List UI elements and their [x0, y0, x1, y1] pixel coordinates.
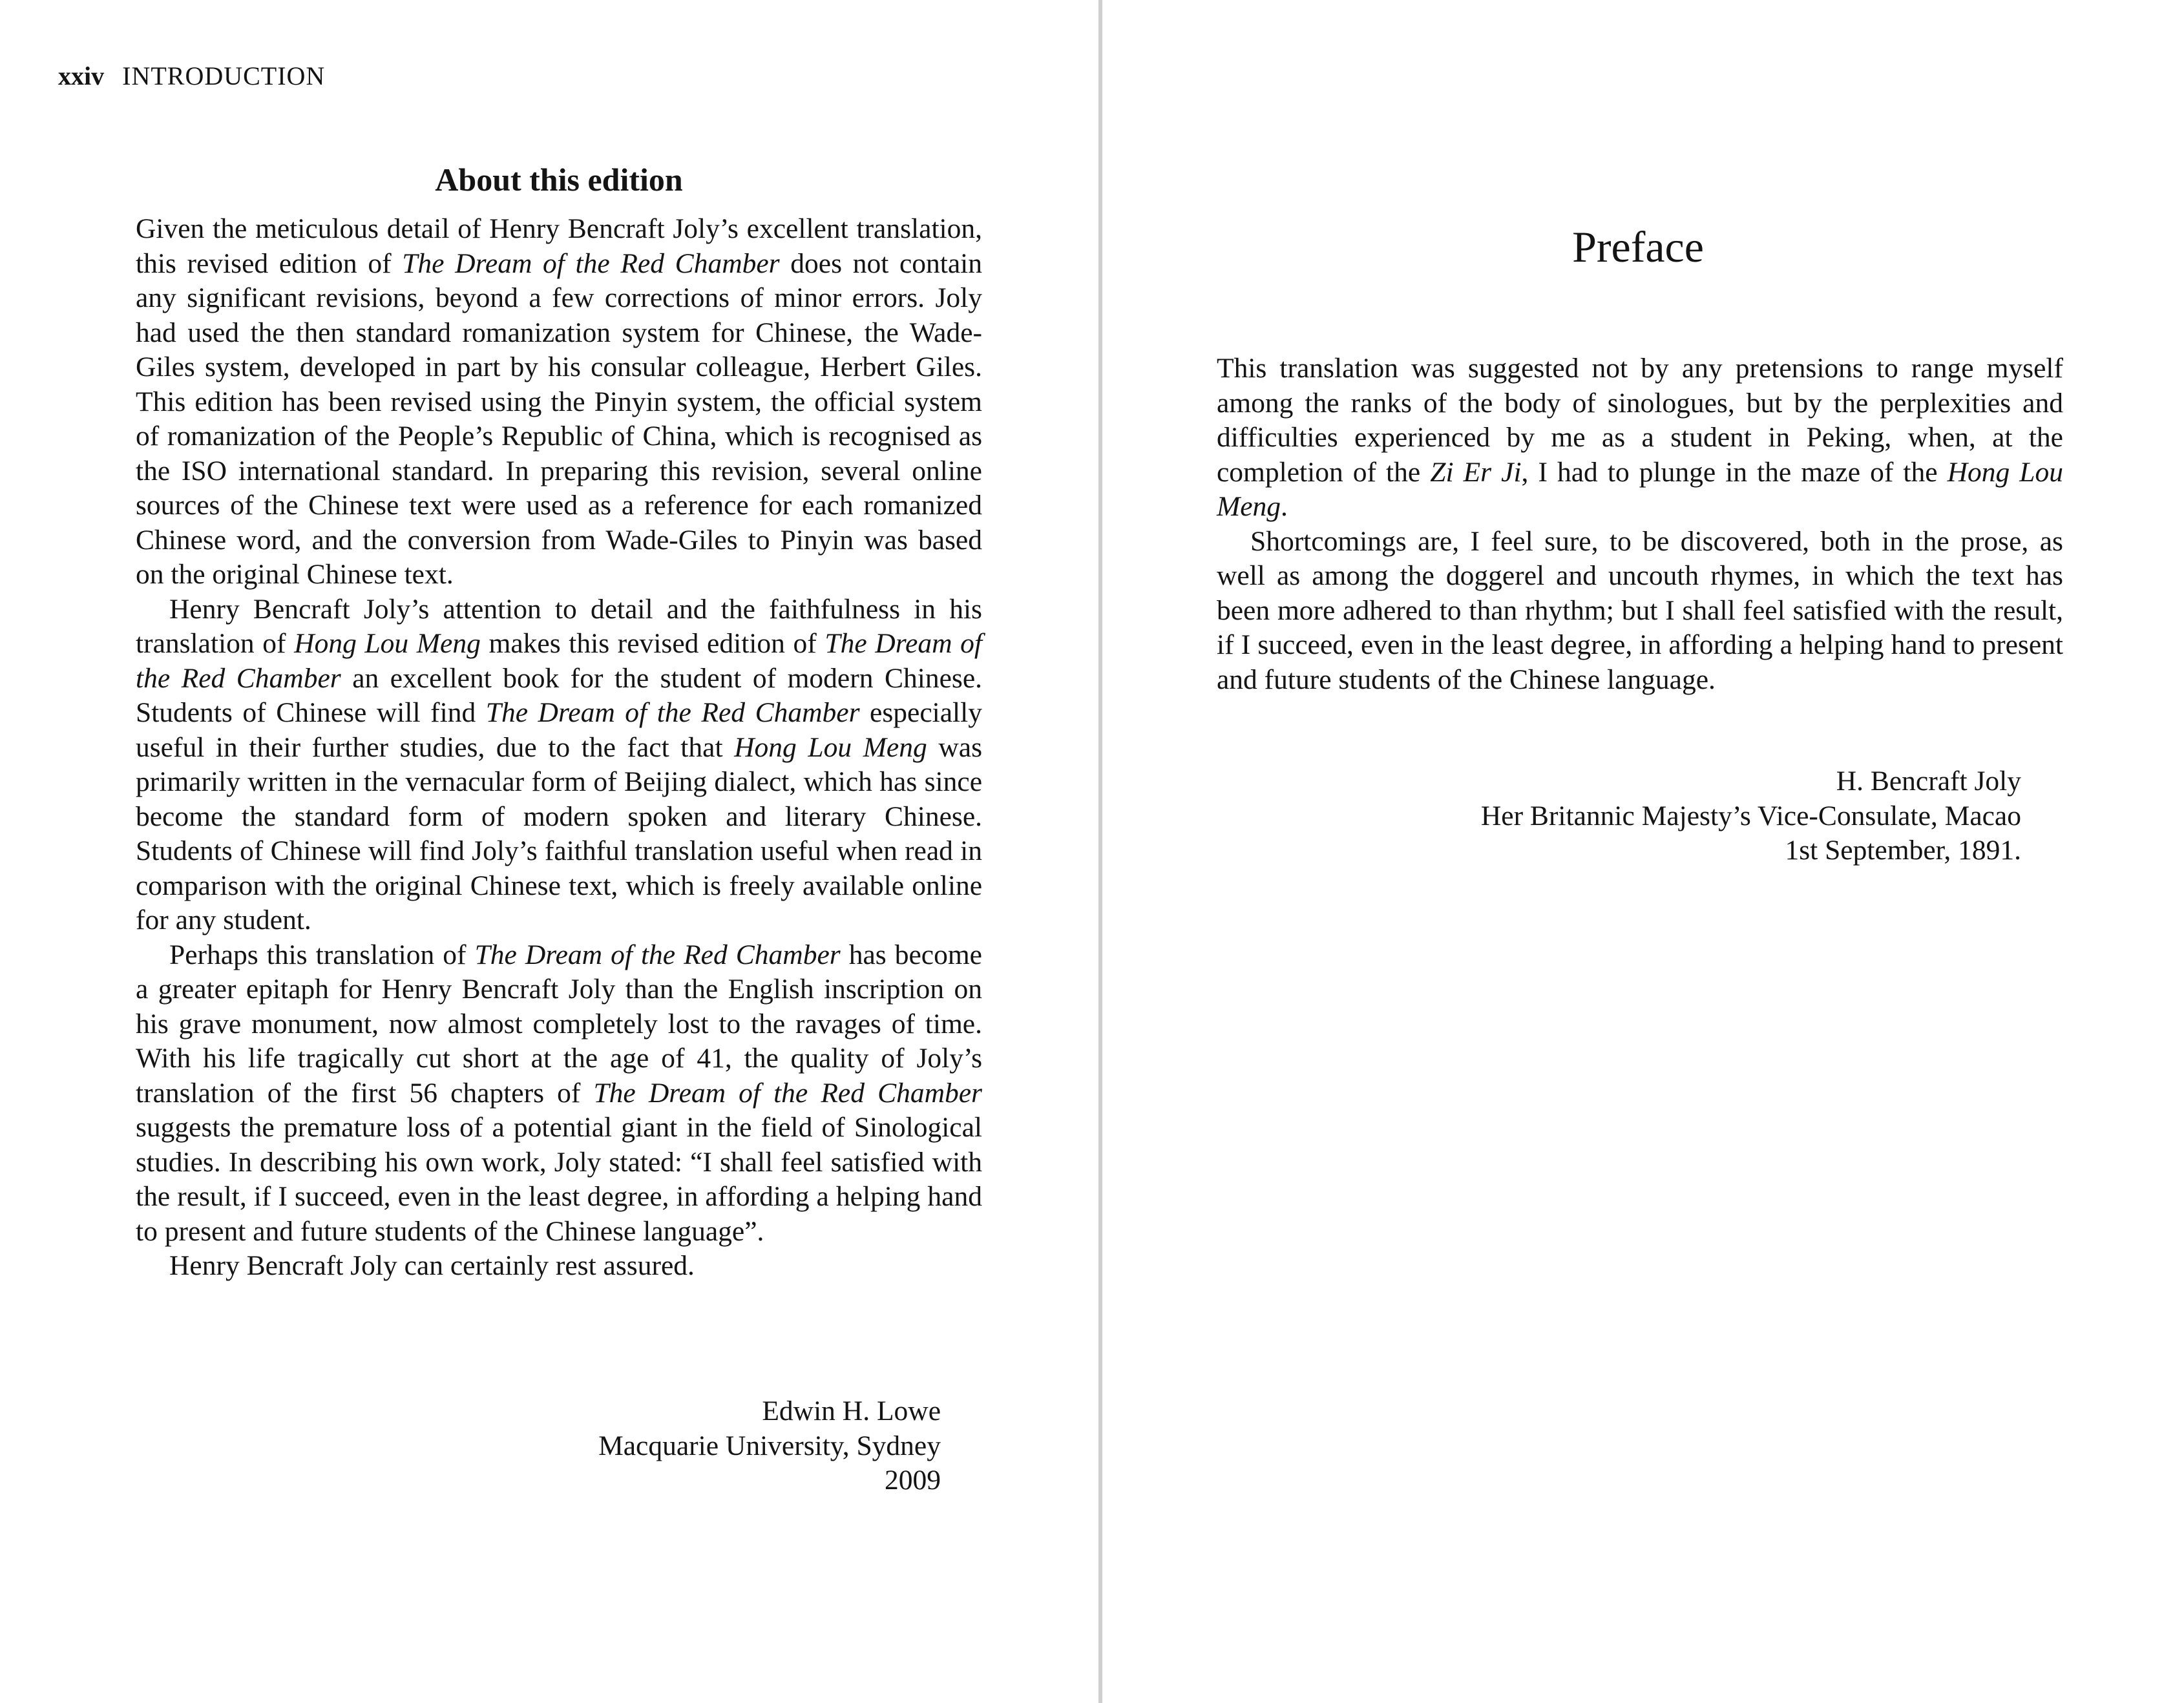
paragraph: This translation was suggested not by any pretensions to range myself among the ranks of the body of sinologues, but by the perplexities and difficulties experienced by me as a student in Peking, when, at the completion of the Zi Er Ji, I had to plunge in the maze of the Hong Lou Meng.: [1217, 353, 2064, 522]
translator-signature: [1357, 764, 2021, 868]
italic-title: The Dream of the Red Chamber: [593, 1077, 982, 1109]
italic-title: The Dream of the Red Chamber: [136, 628, 982, 694]
italic-title: The Dream of the Red Chamber: [474, 939, 841, 970]
book-spine-divider: [1098, 0, 1102, 1703]
italic-title: Hong Lou Meng: [1217, 456, 2064, 522]
italic-title: The Dream of the Red Chamber: [402, 247, 780, 279]
signature-affiliation: Macquarie University, Sydney: [598, 1430, 941, 1461]
paragraph: Perhaps this translation of The Dream of the Red Chamber has become a greater epitaph for Henry Bencraft Joly than the English inscription on his grave monument, now almost completely lost to the ravages of time. With his life tragically cut short at the age of 41, the quality of Joly’s translation of the first 56 chapters of The Dream of the Red Chamber suggests the premature loss of a potential giant in the field of Sinological studies. In describing his own work, Joly stated: “I shall feel satisfied with the result, if I succeed, even in the least degree, in affording a helping hand to present and future students of the Chinese language”.: [136, 939, 982, 1247]
section-heading: About this edition: [435, 162, 683, 198]
preface-title: Preface: [1572, 222, 1704, 271]
signature-name: Edwin H. Lowe: [762, 1395, 941, 1426]
signature-year: 2009: [885, 1465, 941, 1496]
editor-signature: [388, 1394, 941, 1498]
paragraph: Henry Bencraft Joly can certainly rest assured.: [169, 1250, 695, 1281]
paragraph: Henry Bencraft Joly’s attention to detail and the faithfulness in his translation of Hong Lou Meng makes this revised edition of The Dream of the Red Chamber an excellent book for the student of modern Chinese. Students of Chinese will find The Dream of the Red Chamber especially useful in their further studies, due to the fact that Hong Lou Meng was primarily written in the vernacular form of Beijing dialect, which has since become the standard form of modern spoken and literary Chinese. Students of Chinese will find Joly’s faithful translation useful when read in comparison with the original Chinese text, which is freely available online for any student.: [136, 593, 983, 935]
signature-office: Her Britannic Majesty’s Vice-Consulate, Macao: [1480, 800, 2021, 831]
signature-date: 1st September, 1891.: [1785, 835, 2021, 866]
page-number: xxiv: [58, 61, 105, 90]
signature-name: H. Bencraft Joly: [1836, 766, 2021, 797]
italic-title: Hong Lou Meng: [294, 628, 481, 659]
edition-body-text: [136, 212, 982, 1284]
preface-body-text: [1217, 351, 2063, 697]
paragraph: Given the meticulous detail of Henry Bencraft Joly’s excellent translation, this revised edition of The Dream of the Red Chamber does not contain any significant revisions, beyond a few corrections of minor errors. Joly had used the then standard romanization system for Chinese, the Wade-Giles system, developed in part by his consular colleague, Herbert Giles. This edition has been revised using the Pinyin system, the official system of romanization of the People’s Republic of China, which is recognised as the ISO international standard. In preparing this revision, several online sources of the Chinese text were used as a reference for each romanized Chinese word, and the conversion from Wade-Giles to Pinyin was based on the original Chinese text.: [136, 213, 983, 590]
running-title: INTRODUCTION: [122, 61, 326, 90]
paragraph: Shortcomings are, I feel sure, to be discovered, both in the prose, as well as among the doggerel and uncouth rhymes, in which the text has been more adhered to than rhythm; but I shall feel satisfied with the result, if I succeed, even in the least degree, in affording a helping hand to present and future students of the Chinese language.: [1217, 525, 2063, 695]
italic-title: The Dream of the Red Chamber: [485, 697, 860, 728]
running-head: [58, 59, 325, 93]
italic-title: Zi Er Ji: [1430, 456, 1522, 488]
italic-title: Hong Lou Meng: [734, 731, 927, 763]
